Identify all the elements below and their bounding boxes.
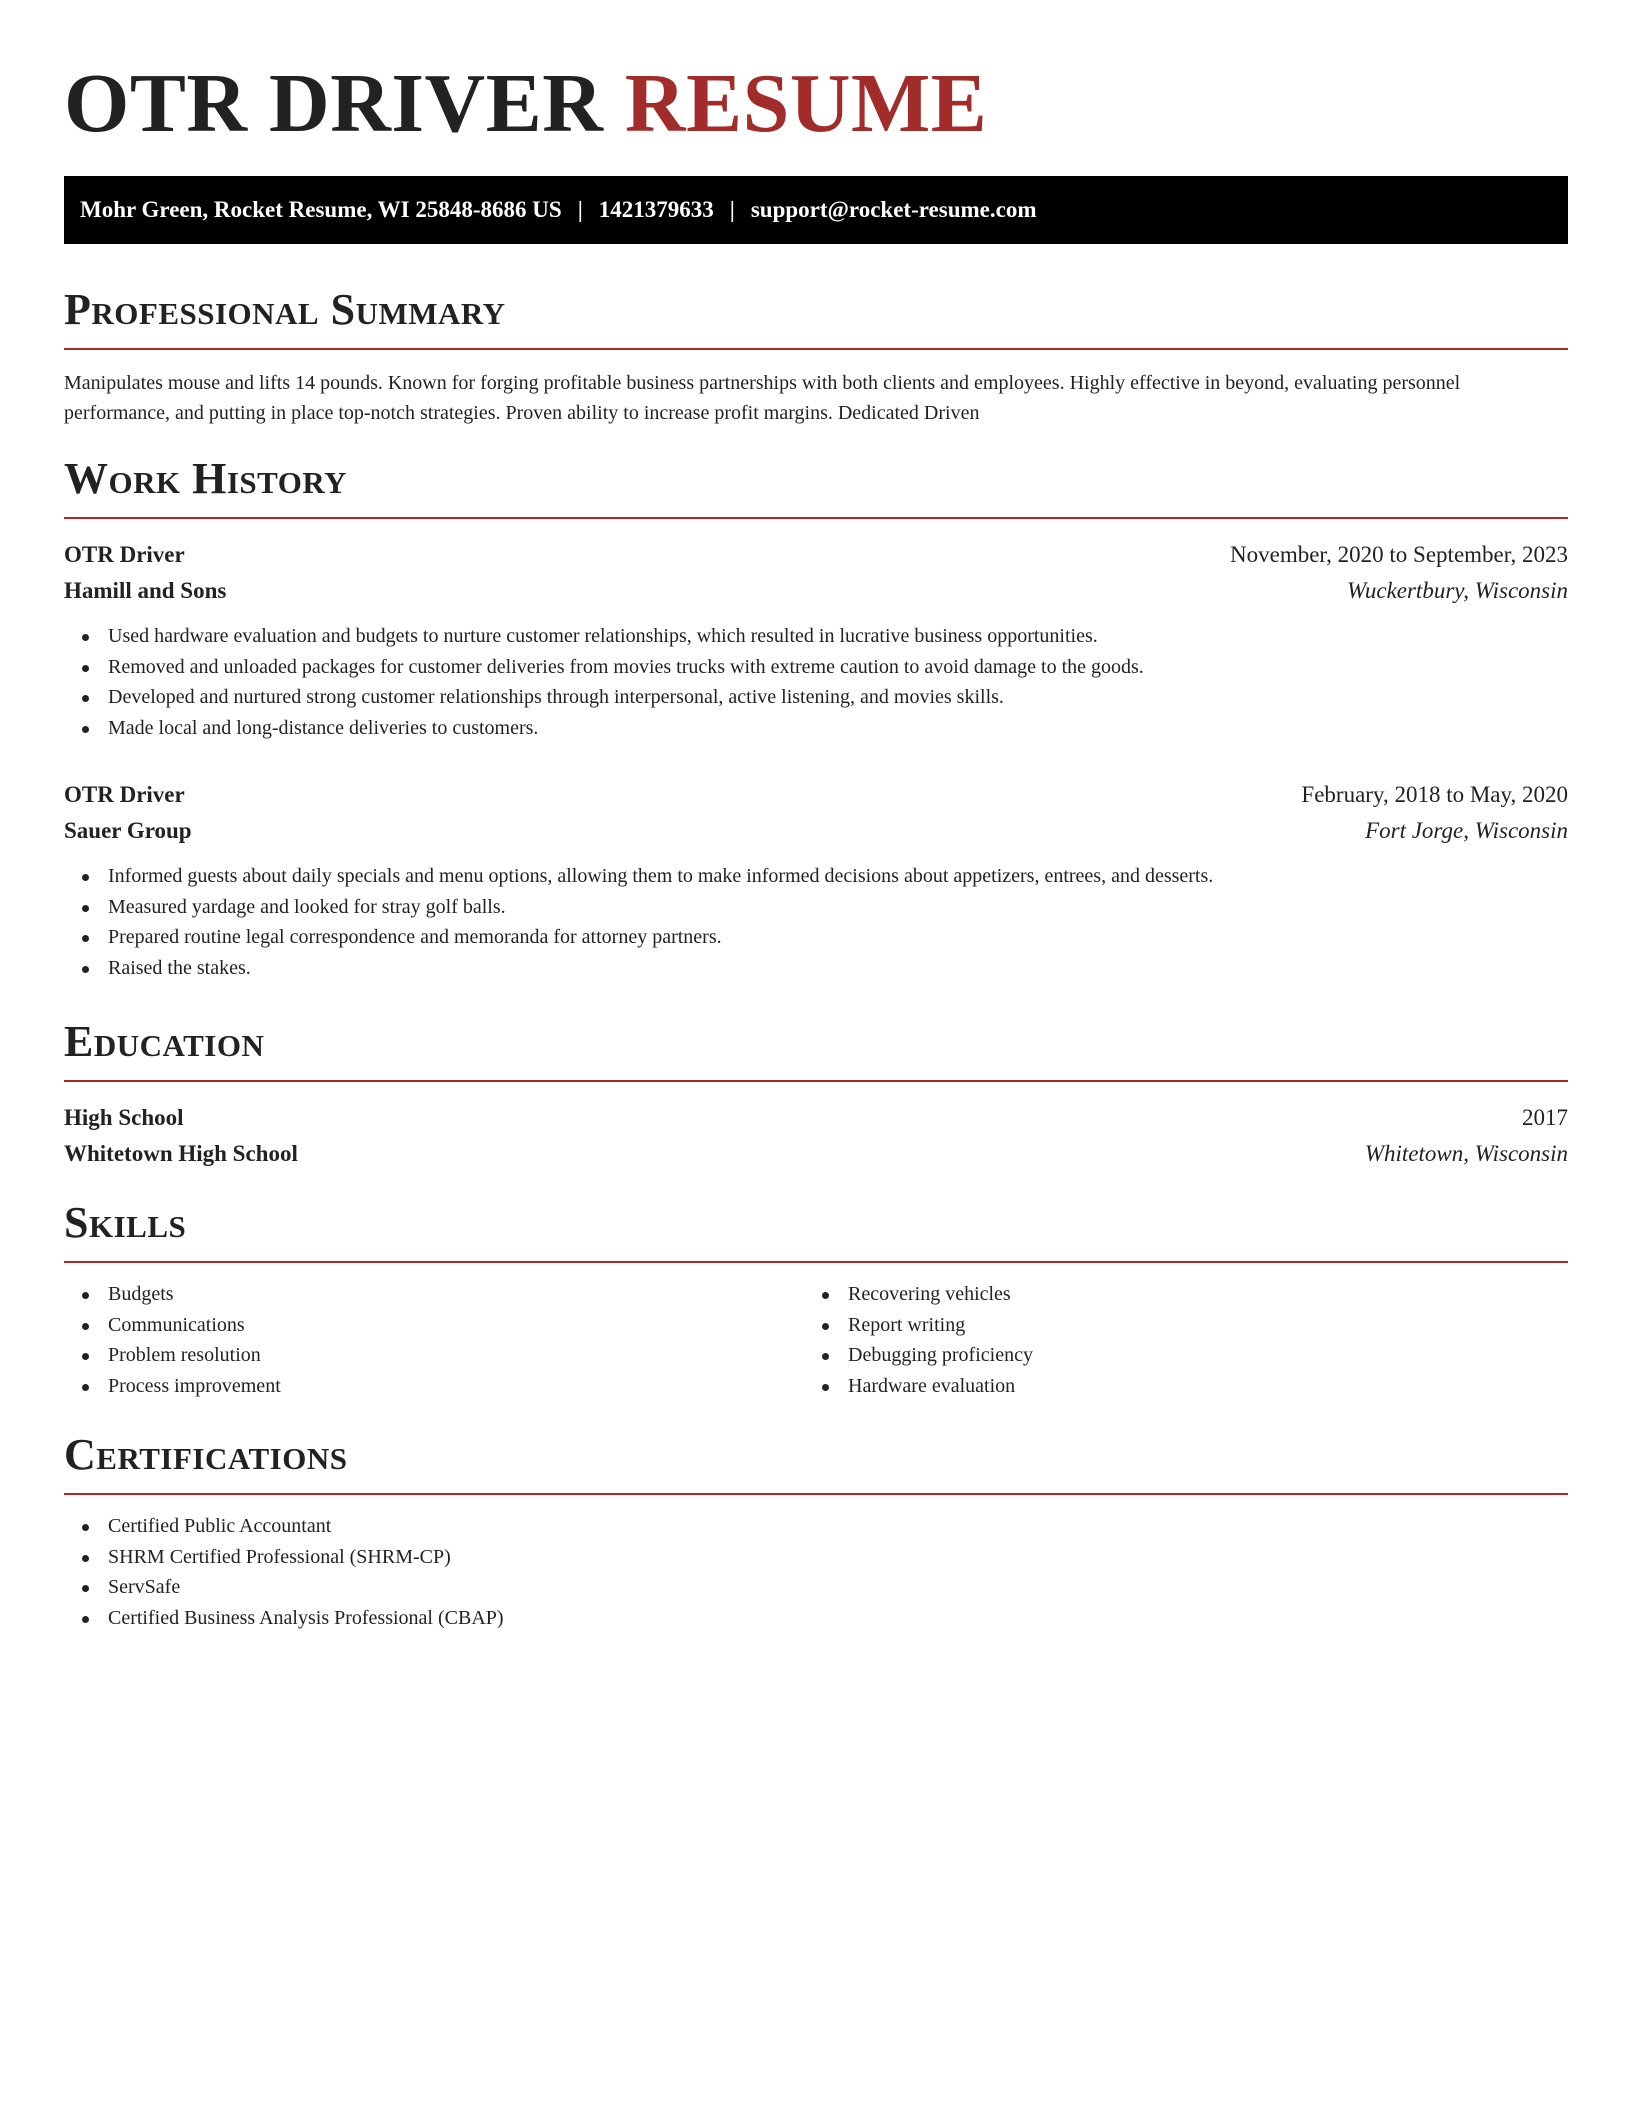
- section-heading-skills: Skills: [64, 1198, 187, 1247]
- section-heading-work-history: Work History: [64, 454, 348, 503]
- certification-item: Certified Public Accountant: [64, 1511, 1568, 1542]
- job-company-row: [64, 573, 1568, 609]
- job-bullet: Prepared routine legal correspondence and memoranda for attorney partners.: [64, 922, 1568, 953]
- education-location: Whitetown, Wisconsin: [1364, 1141, 1568, 1166]
- skills-list-left: [64, 1279, 804, 1401]
- skill-item: Debugging proficiency: [804, 1340, 1544, 1371]
- job-bullet-list: [64, 861, 1568, 983]
- job-location: Fort Jorge, Wisconsin: [1365, 818, 1568, 843]
- skill-item: Report writing: [804, 1310, 1544, 1341]
- section-divider: [64, 1493, 1568, 1495]
- section-divider: [64, 517, 1568, 519]
- job-entry: [64, 537, 1568, 743]
- certifications-list: [64, 1511, 1568, 1633]
- certification-item: ServSafe: [64, 1572, 1568, 1603]
- section-divider: [64, 1080, 1568, 1082]
- section-divider: [64, 1261, 1568, 1263]
- job-bullet: Informed guests about daily specials and menu options, allowing them to make informed decisions about appetizers, entrees, and desserts.: [64, 861, 1568, 892]
- job-bullet: Measured yardage and looked for stray golf balls.: [64, 892, 1568, 923]
- education-school-row: [64, 1136, 1568, 1172]
- skills-columns: [64, 1279, 1568, 1401]
- resume-title: [64, 0, 1568, 152]
- job-bullet: Developed and nurtured strong customer relationships through interpersonal, active listening, and movies skills.: [64, 682, 1568, 713]
- contact-separator: |: [729, 197, 735, 222]
- title-accent: RESUME: [624, 57, 988, 150]
- job-bullet: Raised the stakes.: [64, 953, 1568, 984]
- job-location: Wuckertbury, Wisconsin: [1346, 578, 1568, 603]
- job-entry: [64, 777, 1568, 983]
- certifications-section: [64, 1429, 1568, 1633]
- contact-address: Mohr Green, Rocket Resume, WI 25848-8686 US: [80, 197, 562, 222]
- contact-separator: |: [577, 197, 583, 222]
- skill-item: Budgets: [64, 1279, 804, 1310]
- job-company: Sauer Group: [64, 818, 192, 843]
- skills-section: [64, 1197, 1568, 1401]
- skill-item: Communications: [64, 1310, 804, 1341]
- contact-email[interactable]: support@rocket-resume.com: [750, 197, 1037, 222]
- contact-phone: 1421379633: [598, 197, 714, 222]
- job-title: OTR Driver: [64, 782, 185, 807]
- certification-item: Certified Business Analysis Professional (CBAP): [64, 1603, 1568, 1634]
- summary-text: Manipulates mouse and lifts 14 pounds. Known for forging profitable business partnerships with both clients and employees. Highly effective in beyond, evaluating personnel performance, and putting in place top-notch strategies. Proven ability to increase profit margins. Dedicated Driven: [64, 372, 1461, 424]
- section-divider: [64, 348, 1568, 350]
- certification-item: SHRM Certified Professional (SHRM-CP): [64, 1542, 1568, 1573]
- summary-section: [64, 284, 1568, 428]
- resume-page: [64, 0, 1568, 1629]
- education-degree: High School: [64, 1105, 184, 1130]
- section-heading-certifications: Certifications: [64, 1430, 348, 1479]
- job-company: Hamill and Sons: [64, 578, 227, 603]
- job-bullet: Removed and unloaded packages for customer deliveries from movies trucks with extreme caution to avoid damage to the goods.: [64, 652, 1568, 683]
- section-heading-education: Education: [64, 1017, 265, 1066]
- work-history-section: [64, 453, 1568, 983]
- skill-item: Process improvement: [64, 1371, 804, 1402]
- education-school: Whitetown High School: [64, 1141, 298, 1166]
- contact-bar: [64, 176, 1568, 244]
- skill-item: Problem resolution: [64, 1340, 804, 1371]
- job-dates: November, 2020 to September, 2023: [1230, 542, 1568, 567]
- job-bullet: Made local and long-distance deliveries to customers.: [64, 713, 1568, 744]
- title-main: OTR DRIVER: [64, 57, 604, 150]
- job-bullet: Used hardware evaluation and budgets to nurture customer relationships, which resulted in lucrative business opportunities.: [64, 621, 1568, 652]
- section-heading-summary: Professional Summary: [64, 285, 506, 334]
- skill-item: Recovering vehicles: [804, 1279, 1544, 1310]
- education-degree-row: [64, 1100, 1568, 1136]
- job-dates: February, 2018 to May, 2020: [1301, 782, 1568, 807]
- job-company-row: [64, 813, 1568, 849]
- job-title-row: [64, 777, 1568, 813]
- education-entry: [64, 1100, 1568, 1172]
- skill-item: Hardware evaluation: [804, 1371, 1544, 1402]
- job-title: OTR Driver: [64, 542, 185, 567]
- job-title-row: [64, 537, 1568, 573]
- education-section: [64, 1016, 1568, 1172]
- skills-list-right: [804, 1279, 1544, 1401]
- job-bullet-list: [64, 621, 1568, 743]
- education-year: 2017: [1522, 1105, 1568, 1130]
